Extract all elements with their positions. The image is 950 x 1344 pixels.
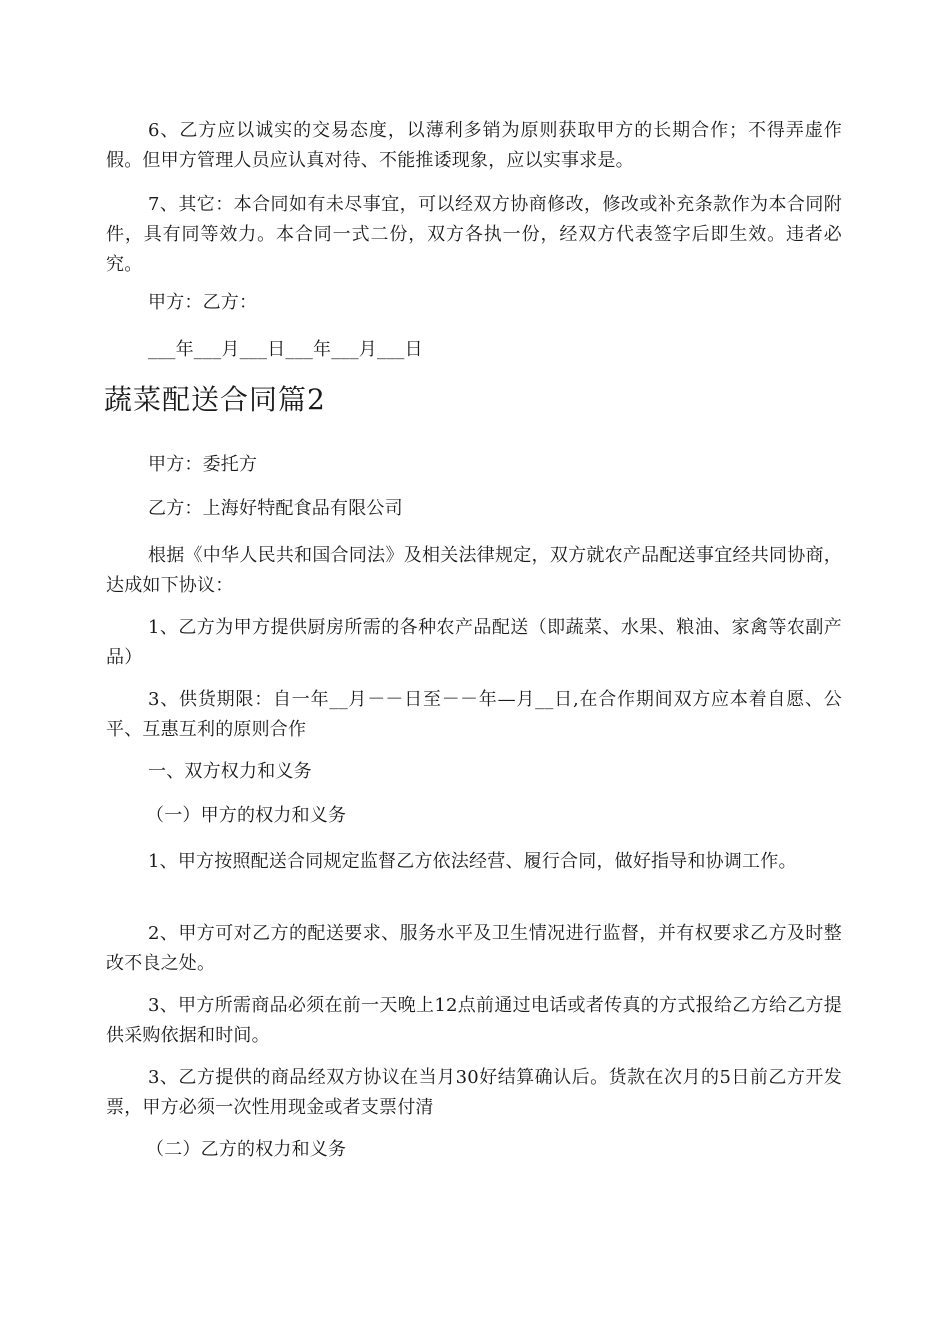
item-1: 1、乙方为甲方提供厨房所需的各种农产品配送（即蔬菜、水果、粮油、家禽等农副产品） [106, 617, 842, 668]
party-a-clause-1: 1、甲方按照配送合同规定监督乙方依法经营、履行合同，做好指导和协调工作。 [148, 851, 797, 872]
party-a-clause-3: 3、甲方所需商品必须在前一天晚上12点前通过电话或者传真的方式报给乙方给乙方提供采购依据和时间。 [106, 995, 842, 1046]
clause-6: 6、乙方应以诚实的交易态度，以薄利多销为原则获取甲方的长期合作；不得弄虚作假。但甲方管理人员应认真对待、不能推诿现象，应以实事求是。 [106, 120, 842, 171]
party-a-clause-2: 2、甲方可对乙方的配送要求、服务水平及卫生情况进行监督，并有权要求乙方及时整改不良之处。 [106, 923, 842, 974]
subheading-party-a: （一）甲方的权力和义务 [146, 805, 347, 826]
item-3-supply-period: 3、供货期限：自一年__月－－日至－－年—月__日,在合作期间双方应本着自愿、公平、互惠互利的原则合作 [106, 689, 842, 740]
party-a: 甲方：委托方 [148, 454, 258, 475]
signature-line: 甲方：乙方： [148, 292, 258, 313]
heading-rights-obligations: 一、双方权力和义务 [148, 761, 312, 782]
section-title: 蔬菜配送合同篇2 [104, 383, 326, 416]
party-a-clause-3b: 3、乙方提供的商品经双方协议在当月30好结算确认后。货款在次月的5日前乙方开发票，甲方必须一次性用现金或者支票付清 [106, 1067, 842, 1118]
party-b: 乙方：上海好特配食品有限公司 [148, 498, 403, 519]
subheading-party-b: （二）乙方的权力和义务 [146, 1139, 347, 1160]
date-line: ___年___月___日___年___月___日 [148, 339, 423, 360]
clause-7: 7、其它：本合同如有未尽事宜，可以经双方协商修改，修改或补充条款作为本合同附件，具有同等效力。本合同一式二份，双方各执一份，经双方代表签字后即生效。违者必究。 [106, 194, 842, 275]
intro-paragraph: 根据《中华人民共和国合同法》及相关法律规定，双方就农产品配送事宜经共同协商，达成如下协议： [106, 545, 842, 596]
